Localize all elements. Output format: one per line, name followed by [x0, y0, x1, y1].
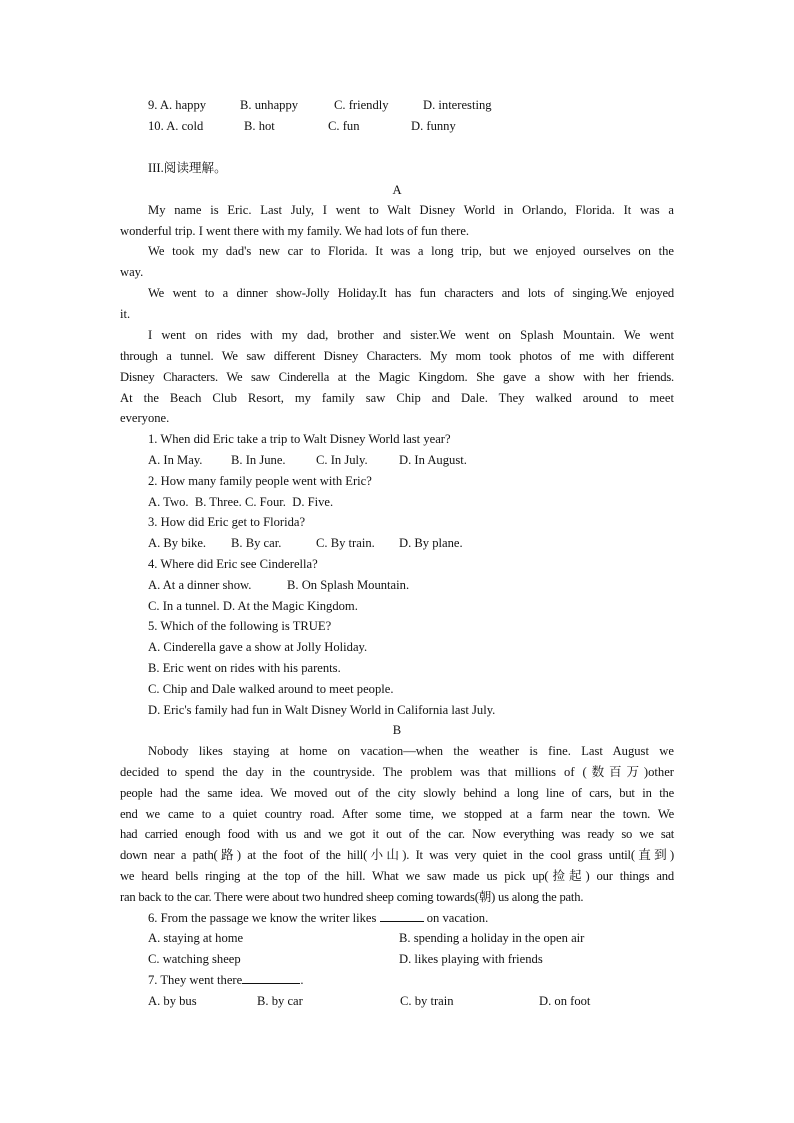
- question-7-text: 7. They went there: [148, 973, 243, 987]
- passage-line: We took my dad's new car to Florida. It was a long trip, but we enjoyed ourselves on the: [148, 244, 674, 258]
- option-d: D. By plane.: [399, 536, 463, 550]
- option-b: B. In June.: [231, 453, 286, 467]
- option-d: D. At the Magic Kingdom.: [222, 599, 358, 613]
- passage-a-label: A: [392, 183, 402, 197]
- option-b: B. Three.: [194, 495, 242, 509]
- question-5: 5. Which of the following is TRUE?: [148, 619, 332, 633]
- question-4-options-cd: [148, 596, 674, 617]
- passage-line: we heard bells ringing at the top of the hill. What we saw made us pick up(捡起) our things and: [120, 869, 674, 883]
- question-3-options: [148, 533, 674, 554]
- option-c: C. Chip and Dale walked around to meet people.: [148, 682, 394, 696]
- passage-line: everyone.: [120, 411, 170, 425]
- passage-line: I went on rides with my dad, brother and sister.We went on Splash Mountain. We went: [148, 328, 674, 342]
- option-a: 10. A. cold: [148, 119, 204, 133]
- option-a: A. by bus: [148, 994, 197, 1008]
- question-6-options-cd: [148, 949, 674, 970]
- passage-line: ran back to the car. There were about two hundred sheep coming towards(朝) us along the path.: [120, 890, 584, 904]
- question-3: 3. How did Eric get to Florida?: [148, 515, 306, 529]
- passage-line: people had the same idea. We moved out of the city slowly behind a long line of cars, but in the: [120, 786, 674, 800]
- question-9-options: [148, 95, 674, 116]
- option-c: C. Four.: [244, 495, 286, 509]
- option-d: D. funny: [411, 119, 456, 133]
- passage-line: way.: [120, 265, 144, 279]
- passage-line: had carried enough food with us and we got it out of the car. Now everything was ready so we sat: [120, 827, 674, 841]
- option-a: A. Two.: [148, 495, 189, 509]
- passage-line: Disney Characters. We saw Cinderella at the Magic Kingdom. She gave a show with her friends.: [120, 370, 674, 384]
- question-10-options: [148, 116, 674, 137]
- option-c: C. watching sheep: [148, 952, 241, 966]
- option-d: D. In August.: [399, 453, 467, 467]
- section-heading: III.阅读理解。: [148, 161, 227, 175]
- option-b: B. Eric went on rides with his parents.: [148, 661, 341, 675]
- option-d: D. interesting: [423, 98, 492, 112]
- option-d: D. Eric's family had fun in Walt Disney World in California last July.: [148, 703, 496, 717]
- option-c: C. In a tunnel.: [148, 599, 220, 613]
- option-c: C. In July.: [316, 453, 368, 467]
- question-7-options: [148, 991, 674, 1012]
- passage-line: end we came to a quiet country road. After some time, we stopped at a farm near the town. We: [120, 807, 674, 821]
- option-a: A. Cinderella gave a show at Jolly Holiday.: [148, 640, 368, 654]
- question-7-text-after: .: [300, 973, 304, 987]
- option-b: B. On Splash Mountain.: [287, 578, 410, 592]
- passage-line: wonderful trip. I went there with my family. We had lots of fun there.: [120, 224, 470, 238]
- question-2: 2. How many family people went with Eric?: [148, 474, 372, 488]
- option-d: D. likes playing with friends: [399, 952, 543, 966]
- option-a: A. In May.: [148, 453, 203, 467]
- passage-line: At the Beach Club Resort, my family saw Chip and Dale. They walked around to meet: [120, 391, 674, 405]
- option-d: D. on foot: [539, 994, 591, 1008]
- option-b: B. unhappy: [240, 98, 299, 112]
- option-b: B. hot: [244, 119, 275, 133]
- option-c: C. friendly: [334, 98, 389, 112]
- passage-line: through a tunnel. We saw different Disney Characters. My mom took photos of me with different: [120, 349, 674, 363]
- option-b: B. spending a holiday in the open air: [399, 931, 585, 945]
- passage-line: We went to a dinner show-Jolly Holiday.It has fun characters and lots of singing.We enjoyed: [148, 286, 674, 300]
- passage-line: decided to spend the day in the countryside. The problem was that millions of (数百万)other: [120, 765, 674, 779]
- question-6-options-ab: [148, 928, 674, 949]
- question-1-options: [148, 450, 674, 471]
- passage-line: My name is Eric. Last July, I went to Walt Disney World in Orlando, Florida. It was a: [148, 203, 674, 217]
- option-b: B. by car: [257, 994, 303, 1008]
- passage-line: Nobody likes staying at home on vacation—when the weather is fine. Last August we: [148, 744, 674, 758]
- answer-blank: [380, 909, 424, 922]
- question-6: [148, 908, 674, 929]
- option-c: C. fun: [328, 119, 360, 133]
- question-6-text-after: on vacation.: [426, 911, 489, 925]
- question-4: 4. Where did Eric see Cinderella?: [148, 557, 318, 571]
- question-1: 1. When did Eric take a trip to Walt Disney World last year?: [148, 432, 451, 446]
- option-a: A. By bike.: [148, 536, 207, 550]
- answer-blank: [242, 971, 300, 984]
- question-7: [148, 970, 674, 991]
- question-6-text: 6. From the passage we know the writer likes: [148, 911, 377, 925]
- option-a: 9. A. happy: [148, 98, 207, 112]
- passage-line: down near a path(路) at the foot of the hill(小山). It was very quiet in the cool grass until(直到): [120, 848, 674, 862]
- option-d: D. Five.: [292, 495, 334, 509]
- option-c: C. by train: [400, 994, 454, 1008]
- option-a: A. At a dinner show.: [148, 578, 252, 592]
- option-a: A. staying at home: [148, 931, 244, 945]
- question-4-options-ab: [148, 575, 674, 596]
- option-c: C. By train.: [316, 536, 375, 550]
- question-2-options: [148, 492, 674, 513]
- option-b: B. By car.: [231, 536, 282, 550]
- passage-b-label: B: [392, 723, 402, 737]
- passage-line: it.: [120, 307, 131, 321]
